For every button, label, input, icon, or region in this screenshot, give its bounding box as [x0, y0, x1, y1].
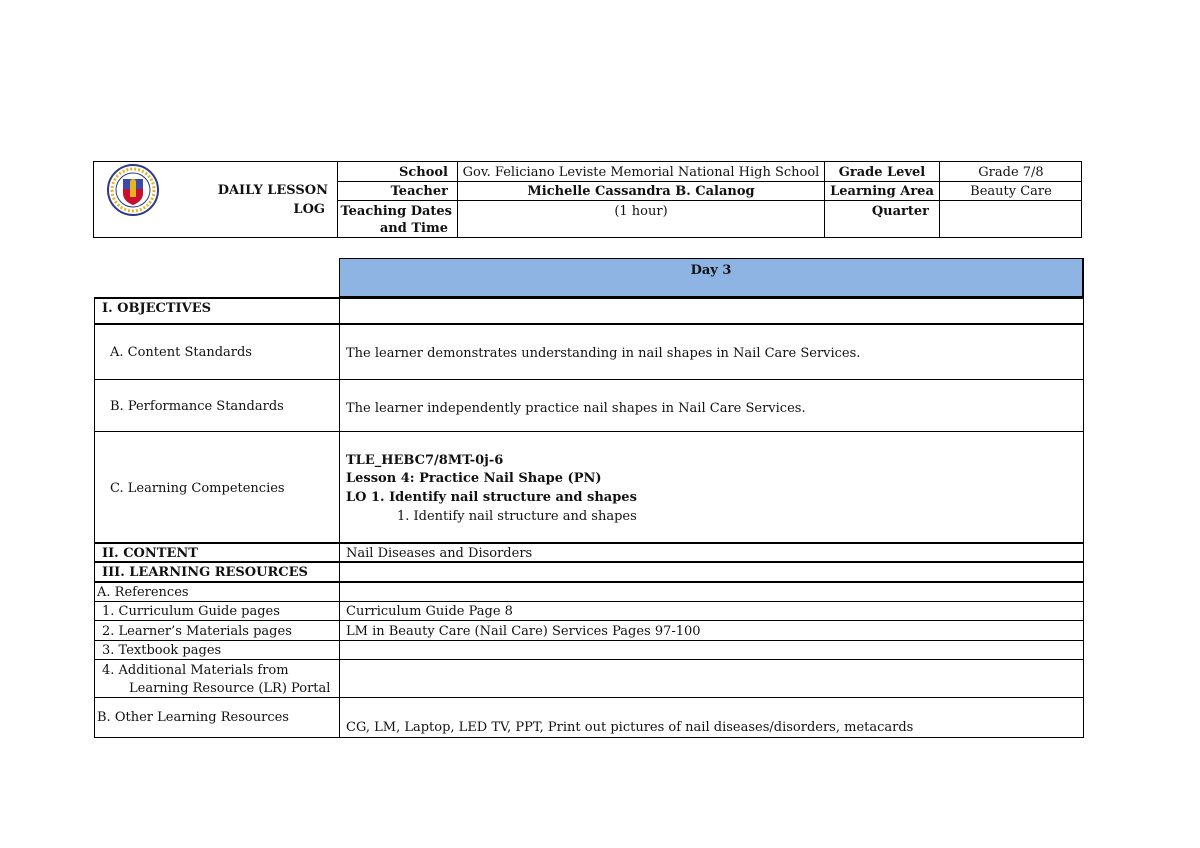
learner-materials-value: LM in Beauty Care (Nail Care) Services Pages 97-100 — [346, 624, 701, 639]
dll-title-line2: LOG — [293, 202, 325, 217]
curriculum-guide-value: Curriculum Guide Page 8 — [346, 604, 513, 619]
learning-area-label: Learning Area — [830, 184, 934, 199]
references-label: A. References — [97, 585, 189, 600]
competency-lesson: Lesson 4: Practice Nail Shape (PN) — [346, 471, 602, 486]
competency-item: 1. Identify nail structure and shapes — [397, 509, 637, 524]
content-standards-value: The learner demonstrates understanding in nail shapes in Nail Care Services. — [346, 346, 861, 361]
content-standards-label: A. Content Standards — [110, 345, 252, 360]
quarter-label: Quarter — [871, 204, 929, 219]
school-value: Gov. Feliciano Leviste Memorial National High School — [462, 165, 820, 180]
teaching-dates-label-1: Teaching Dates — [340, 204, 452, 219]
teaching-dates-value: (1 hour) — [614, 204, 668, 219]
school-label: School — [398, 165, 448, 180]
content-value: Nail Diseases and Disorders — [346, 546, 533, 561]
learner-materials-label: 2. Learner’s Materials pages — [102, 624, 292, 639]
objectives-label: I. OBJECTIVES — [102, 301, 211, 316]
teacher-value: Michelle Cassandra B. Calanog — [527, 184, 755, 199]
performance-standards-label: B. Performance Standards — [110, 399, 284, 414]
textbook-pages-label: 3. Textbook pages — [102, 643, 222, 658]
learning-competencies-label: C. Learning Competencies — [110, 481, 285, 496]
grade-level-value: Grade 7/8 — [978, 165, 1044, 180]
day-header: Day 3 — [690, 263, 732, 278]
learning-resources-label: III. LEARNING RESOURCES — [102, 565, 308, 580]
other-resources-label: B. Other Learning Resources — [97, 710, 289, 725]
teaching-dates-label-2: and Time — [379, 221, 448, 236]
grade-level-label: Grade Level — [838, 165, 926, 180]
additional-materials-label-1: 4. Additional Materials from — [102, 663, 289, 678]
competency-lo: LO 1. Identify nail structure and shapes — [346, 490, 637, 505]
performance-standards-value: The learner independently practice nail shapes in Nail Care Services. — [346, 401, 806, 416]
teacher-label: Teacher — [390, 184, 448, 199]
learning-area-value: Beauty Care — [970, 184, 1052, 199]
other-resources-value: CG, LM, Laptop, LED TV, PPT, Print out pictures of nail diseases/disorders, metacards — [346, 720, 914, 735]
content-label: II. CONTENT — [102, 546, 198, 561]
additional-materials-label-2: Learning Resource (LR) Portal — [129, 681, 331, 696]
competency-code: TLE_HEBC7/8MT-0j-6 — [346, 453, 504, 468]
curriculum-guide-label: 1. Curriculum Guide pages — [102, 604, 280, 619]
dll-title-line1: DAILY LESSON — [217, 183, 328, 198]
